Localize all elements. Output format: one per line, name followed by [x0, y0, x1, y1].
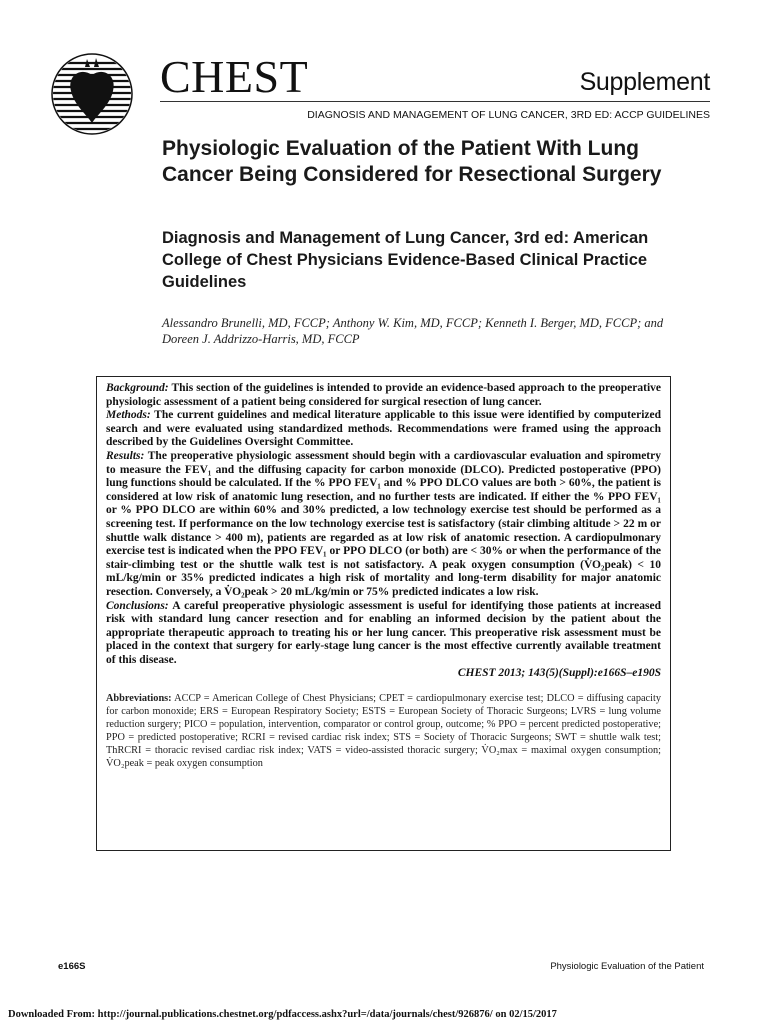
abstract-body	[106, 382, 661, 667]
methods-label: Methods:	[106, 409, 151, 422]
section-label: DIAGNOSIS AND MANAGEMENT OF LUNG CANCER, 3RD ED: ACCP GUIDELINES	[307, 109, 710, 121]
methods-text: The current guidelines and medical literature applicable to this issue were identified by computerized search and were evaluated using standardized methods. Recommendations were framed using the approach described by the Guidelines Oversight Committee.	[106, 409, 661, 449]
abstract-background	[106, 382, 661, 409]
running-title: Physiologic Evaluation of the Patient	[550, 961, 704, 972]
abbreviations-label: Abbreviations:	[106, 693, 172, 705]
supplement-label: Supplement	[579, 68, 710, 96]
abbreviations	[106, 693, 661, 770]
abstract-box	[96, 376, 671, 851]
chest-journal-logo-icon	[51, 53, 133, 135]
journal-name: CHEST	[160, 51, 309, 102]
abstract-conclusions	[106, 600, 661, 668]
background-label: Background:	[106, 382, 169, 394]
header-divider	[160, 101, 710, 102]
abstract-methods	[106, 409, 661, 450]
abbreviations-text: ACCP = American College of Chest Physicians; CPET = cardiopulmonary exercise test; DLCO = diffusing capacity for carbon monoxide; ERS = European Respiratory Society; ESTS = European Society of Thoracic Surgeons; LVRS = lung volume reduction surgery; PICO = population, intervention, comparator or control group, outcome; % PPO = percent predicted postoperative; PPO = predicted postoperative; RCRI = revised cardiac risk index; STS = Society of Thoracic Surgeons; SWT = shuttle walk test; ThRCRI = thoracic revised cardiac risk index; VATS = video-assisted thoracic surgery; V̇O₂max = maximal oxygen consumption; V̇O₂peak = peak oxygen consumption	[106, 693, 661, 769]
abstract-results	[106, 450, 661, 600]
author-list: Alessandro Brunelli, MD, FCCP; Anthony W. Kim, MD, FCCP; Kenneth I. Berger, MD, FCCP; and Doreen J. Addrizzo-Harris, MD, FCCP	[162, 316, 664, 346]
conclusions-text: A careful preoperative physiologic assessment is useful for identifying those patients at increased risk with standard lung cancer resection and for enabling an informed decision by the patient about the appropriate therapeutic approach to treating his or her lung cancer. This preoperative risk assessment must be placed in the context that surgery for early-stage lung cancer is the most effective currently available treatment of this disease.	[106, 599, 661, 666]
journal-citation: CHEST 2013; 143(5)(Suppl):e166S–e190S	[457, 667, 661, 680]
article-title: Physiologic Evaluation of the Patient With Lung Cancer Being Considered for Resectional Surgery	[162, 137, 662, 186]
results-label: Results:	[106, 449, 145, 462]
results-text: The preoperative physiologic assessment should begin with a cardiovascular evaluation and spirometry to measure the FEV₁ and the diffusing capacity for carbon monoxide (DLCO). Predicted postoperative (PPO) lung functions should be calculated. If the % PPO FEV₁ and % PPO DLCO values are both > 60%, the patient is considered at low risk of anatomic lung resection, and no further tests are indicated. If either the % PPO FEV₁ or % PPO DLCO are within 60% and 30% predicted, a low technology exercise test should be performed as a screening test. If performance on the low technology exercise test is satisfactory (stair climbing altitude > 22 m or shuttle walk distance > 400 m), patients are regarded as at low risk of anatomic resection. A cardiopulmonary exercise test is indicated when the PPO FEV₁ or PPO DLCO (or both) are < 30% or when the performance of the stair-climbing test or the shuttle walk test is not satisfactory. A peak oxygen consumption (V̇O₂peak) < 10 mL/kg/min or 35% predicted indicates a high risk of mortality and long-term disability for major anatomic resection. Conversely, a V̇O₂peak > 20 mL/kg/min or 75% predicted indicates a low risk.	[106, 449, 661, 598]
download-source-line: Downloaded From: http://journal.publications.chestnet.org/pdfaccess.ashx?url=/data/journals/chest/926876/ on 02/15/2017	[8, 1009, 557, 1020]
background-text: This section of the guidelines is intended to provide an evidence-based approach to the preoperative physiologic assessment of a patient being considered for surgical resection of lung cancer.	[106, 382, 661, 408]
page-number: e166S	[58, 961, 86, 972]
article-subtitle: Diagnosis and Management of Lung Cancer, 3rd ed: American College of Chest Physicians Evidence-Based Clinical Practice Guidelines	[162, 229, 649, 291]
conclusions-label: Conclusions:	[106, 599, 169, 612]
